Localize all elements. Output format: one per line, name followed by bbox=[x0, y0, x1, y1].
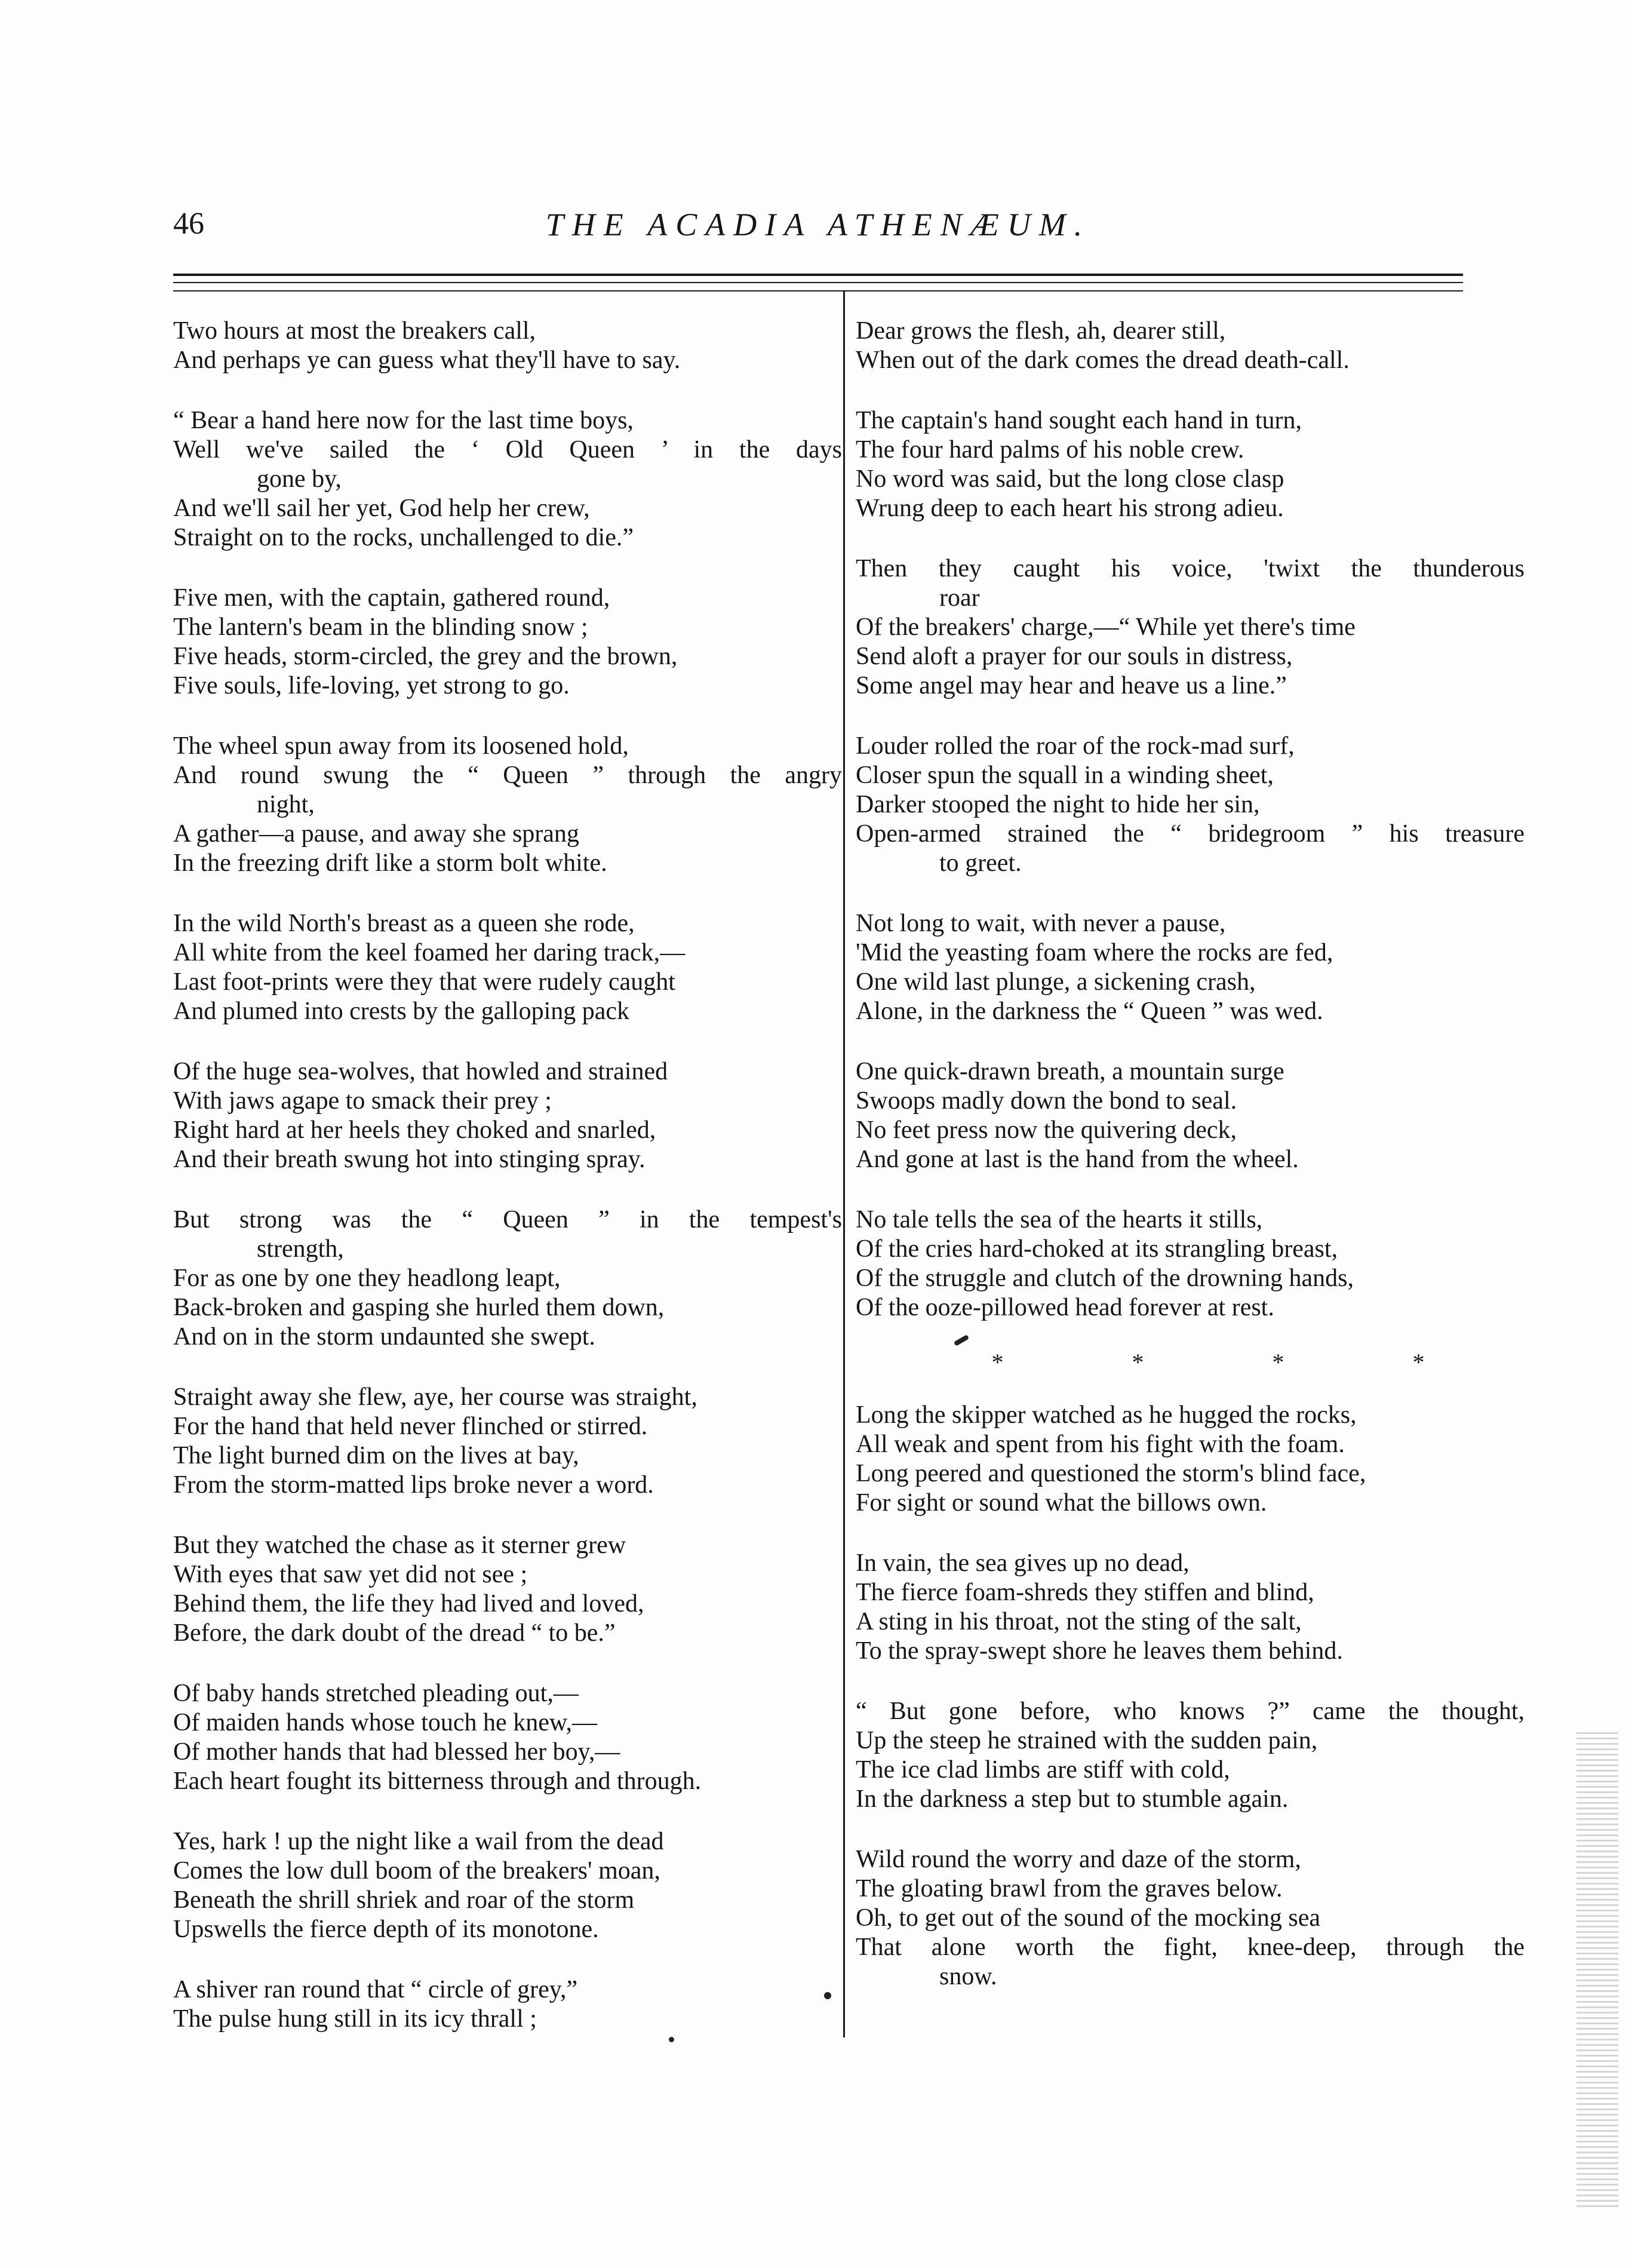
verse-line: And gone at last is the hand from the wheel. bbox=[856, 1146, 1299, 1173]
verse-line: With eyes that saw yet did not see ; bbox=[173, 1561, 528, 1588]
verse-line: Louder rolled the roar of the rock-mad surf, bbox=[856, 732, 1295, 760]
verse-line: A shiver ran round that “ circle of grey,” bbox=[173, 1976, 578, 2003]
verse-line: The four hard palms of his noble crew. bbox=[856, 436, 1244, 464]
verse-line: The gloating brawl from the graves below. bbox=[856, 1875, 1283, 1902]
verse-line: Some angel may hear and heave us a line.” bbox=[856, 672, 1287, 699]
asterisk: * bbox=[1412, 1349, 1425, 1376]
verse-line: Long peered and questioned the storm's blind face, bbox=[856, 1460, 1366, 1487]
print-speck bbox=[824, 1992, 831, 1999]
stanza bbox=[173, 1057, 842, 1174]
verse-line: In vain, the sea gives up no dead, bbox=[856, 1549, 1190, 1577]
verse-line: Beneath the shrill shriek and roar of the storm bbox=[173, 1886, 635, 1914]
verse-line: And their breath swung hot into stinging spray. bbox=[173, 1146, 646, 1173]
verse-line: For sight or sound what the billows own. bbox=[856, 1489, 1267, 1517]
running-head: THE ACADIA ATHENÆUM. bbox=[545, 207, 1091, 243]
scan-edge bbox=[1576, 1732, 1618, 2210]
stanza bbox=[173, 1383, 842, 1500]
verse-line: But strong was the “ Queen ” in the tempest's bbox=[173, 1206, 842, 1233]
verse-line: In the darkness a step but to stumble again. bbox=[856, 1785, 1289, 1813]
verse-line: Two hours at most the breakers call, bbox=[173, 317, 536, 345]
verse-line: Well we've sailed the ‘ Old Queen ’ in the days bbox=[173, 436, 842, 464]
verse-line: Wrung deep to each heart his strong adieu. bbox=[856, 495, 1284, 522]
header-rule bbox=[173, 290, 1463, 291]
verse-line: And on in the storm undaunted she swept. bbox=[173, 1323, 595, 1351]
stanza bbox=[856, 1845, 1525, 1991]
verse-line: Of the cries hard-choked at its strangling breast, bbox=[856, 1235, 1338, 1263]
verse-line: With jaws agape to smack their prey ; bbox=[173, 1087, 552, 1115]
verse-line: Long the skipper watched as he hugged the rocks, bbox=[856, 1401, 1357, 1429]
stanza bbox=[856, 1205, 1525, 1322]
verse-line: One wild last plunge, a sickening crash, bbox=[856, 968, 1256, 996]
verse-line: Each heart fought its bitterness through and through. bbox=[173, 1767, 702, 1795]
page-header bbox=[173, 206, 1463, 254]
asterisk: * bbox=[1132, 1349, 1144, 1376]
verse-line: The captain's hand sought each hand in turn, bbox=[856, 407, 1302, 434]
verse-line: Five heads, storm-circled, the grey and the brown, bbox=[173, 643, 678, 670]
verse-line: A sting in his throat, not the sting of the salt, bbox=[856, 1608, 1302, 1635]
column-divider bbox=[843, 290, 845, 2037]
verse-line: Not long to wait, with never a pause, bbox=[856, 910, 1226, 937]
verse-line: Of mother hands that had blessed her boy,— bbox=[173, 1738, 620, 1766]
verse-line: “ Bear a hand here now for the last time boys, bbox=[173, 407, 634, 434]
verse-line: Swoops madly down the bond to seal. bbox=[856, 1087, 1237, 1115]
verse-line: All weak and spent from his fight with the foam. bbox=[856, 1431, 1345, 1458]
stanza bbox=[173, 1827, 842, 1944]
verse-line: A gather—a pause, and away she sprang bbox=[173, 820, 579, 848]
verse-line: gone by, bbox=[257, 465, 342, 493]
verse-line: Upswells the fierce depth of its monotone. bbox=[173, 1916, 599, 1943]
verse-line: The pulse hung still in its icy thrall ; bbox=[173, 2005, 537, 2033]
stanza bbox=[173, 909, 842, 1026]
verse-line: No word was said, but the long close clasp bbox=[856, 465, 1284, 493]
verse-line: Dear grows the flesh, ah, dearer still, bbox=[856, 317, 1226, 345]
verse-line: Five men, with the captain, gathered round, bbox=[173, 584, 610, 612]
stanza bbox=[173, 732, 842, 878]
print-speck bbox=[669, 2037, 674, 2042]
stanza bbox=[173, 1679, 842, 1796]
verse-line: Darker stooped the night to hide her sin, bbox=[856, 791, 1260, 818]
verse-line: For the hand that held never flinched or stirred. bbox=[173, 1413, 648, 1440]
verse-line: Of baby hands stretched pleading out,— bbox=[173, 1680, 579, 1707]
verse-line: Of maiden hands whose touch he knew,— bbox=[173, 1709, 597, 1736]
verse-line: “ But gone before, who knows ?” came the thought, bbox=[856, 1698, 1525, 1725]
stanza bbox=[856, 554, 1525, 701]
verse-line: One quick-drawn breath, a mountain surge bbox=[856, 1058, 1284, 1085]
verse-line: From the storm-matted lips broke never a word. bbox=[173, 1471, 654, 1499]
left-column bbox=[173, 317, 842, 2065]
verse-line: Back-broken and gasping she hurled them down, bbox=[173, 1294, 665, 1321]
verse-line: to greet. bbox=[939, 849, 1022, 877]
verse-line: roar bbox=[939, 584, 980, 612]
verse-line: Closer spun the squall in a winding sheet, bbox=[856, 762, 1274, 789]
stanza bbox=[173, 1205, 842, 1352]
verse-line: Comes the low dull boom of the breakers' moan, bbox=[173, 1857, 660, 1885]
verse-line: Behind them, the life they had lived and loved, bbox=[173, 1590, 644, 1618]
verse-line: In the wild North's breast as a queen she rode, bbox=[173, 910, 635, 937]
verse-line: night, bbox=[257, 791, 315, 818]
verse-line: No feet press now the quivering deck, bbox=[856, 1116, 1237, 1144]
verse-line: And plumed into crests by the galloping pack bbox=[173, 998, 630, 1025]
stanza bbox=[173, 1531, 842, 1648]
verse-line: Of the ooze-pillowed head forever at rest. bbox=[856, 1294, 1274, 1321]
verse-line: The wheel spun away from its loosened hold, bbox=[173, 732, 629, 760]
verse-line: When out of the dark comes the dread death-call. bbox=[856, 346, 1350, 374]
verse-line: The fierce foam-shreds they stiffen and blind, bbox=[856, 1579, 1314, 1606]
right-column bbox=[856, 317, 1525, 2023]
verse-line: Then they caught his voice, 'twixt the thunderous bbox=[856, 555, 1525, 582]
verse-line: Of the struggle and clutch of the drowning hands, bbox=[856, 1265, 1354, 1292]
verse-line: Five souls, life-loving, yet strong to go. bbox=[173, 672, 570, 699]
stanza bbox=[856, 1549, 1525, 1666]
page-number: 46 bbox=[173, 207, 204, 241]
verse-line: Open-armed strained the “ bridegroom ” his treasure bbox=[856, 820, 1525, 848]
stanza bbox=[856, 1401, 1525, 1518]
stanza bbox=[856, 909, 1525, 1026]
verse-line: For as one by one they headlong leapt, bbox=[173, 1265, 561, 1292]
verse-line: But they watched the chase as it sterner grew bbox=[173, 1532, 626, 1559]
verse-line: snow. bbox=[939, 1963, 997, 1990]
stanza bbox=[173, 584, 842, 701]
verse-line: Up the steep he strained with the sudden pain, bbox=[856, 1727, 1318, 1754]
verse-line: Wild round the worry and daze of the storm, bbox=[856, 1846, 1301, 1873]
verse-line: The light burned dim on the lives at bay, bbox=[173, 1442, 579, 1469]
verse-line: Right hard at her heels they choked and snarled, bbox=[173, 1116, 656, 1144]
verse-line: And we'll sail her yet, God help her crew, bbox=[173, 495, 590, 522]
verse-line: Send aloft a prayer for our souls in distress, bbox=[856, 643, 1293, 670]
header-rule bbox=[173, 274, 1463, 276]
verse-line: Oh, to get out of the sound of the mocking sea bbox=[856, 1904, 1321, 1932]
verse-line: The ice clad limbs are stiff with cold, bbox=[856, 1756, 1230, 1784]
verse-line: In the freezing drift like a storm bolt white. bbox=[173, 849, 607, 877]
verse-line: And round swung the “ Queen ” through the angry bbox=[173, 762, 842, 789]
verse-line: Alone, in the darkness the “ Queen ” was wed. bbox=[856, 998, 1323, 1025]
stanza bbox=[856, 1697, 1525, 1814]
verse-line: Straight on to the rocks, unchallenged to die.” bbox=[173, 524, 634, 551]
header-rule bbox=[173, 282, 1463, 283]
verse-line: strength, bbox=[257, 1235, 344, 1263]
verse-line: To the spray-swept shore he leaves them behind. bbox=[856, 1637, 1343, 1665]
stanza bbox=[173, 1975, 842, 2034]
verse-line: All white from the keel foamed her daring track,— bbox=[173, 939, 686, 966]
verse-line: Straight away she flew, aye, her course was straight, bbox=[173, 1383, 697, 1411]
verse-line: No tale tells the sea of the hearts it stills, bbox=[856, 1206, 1263, 1233]
stanza bbox=[173, 317, 842, 375]
verse-line: Last foot-prints were they that were rudely caught bbox=[173, 968, 675, 996]
stanza bbox=[856, 732, 1525, 878]
verse-line: Of the breakers' charge,—“ While yet there's time bbox=[856, 613, 1356, 641]
verse-line: And perhaps ye can guess what they'll have to say. bbox=[173, 346, 681, 374]
stanza bbox=[856, 1057, 1525, 1174]
asterisk: * bbox=[1272, 1349, 1284, 1376]
asterisk: * bbox=[991, 1349, 1004, 1376]
verse-line: That alone worth the fight, knee-deep, through the bbox=[856, 1934, 1525, 1961]
verse-line: The lantern's beam in the blinding snow ; bbox=[173, 613, 588, 641]
stanza bbox=[856, 317, 1525, 375]
verse-line: Yes, hark ! up the night like a wail from the dead bbox=[173, 1828, 664, 1855]
section-break bbox=[856, 1348, 1525, 1377]
stanza bbox=[856, 406, 1525, 523]
stanza bbox=[173, 406, 842, 553]
verse-line: Of the huge sea-wolves, that howled and strained bbox=[173, 1058, 668, 1085]
verse-line: 'Mid the yeasting foam where the rocks are fed, bbox=[856, 939, 1333, 966]
verse-line: Before, the dark doubt of the dread “ to be.” bbox=[173, 1619, 616, 1647]
